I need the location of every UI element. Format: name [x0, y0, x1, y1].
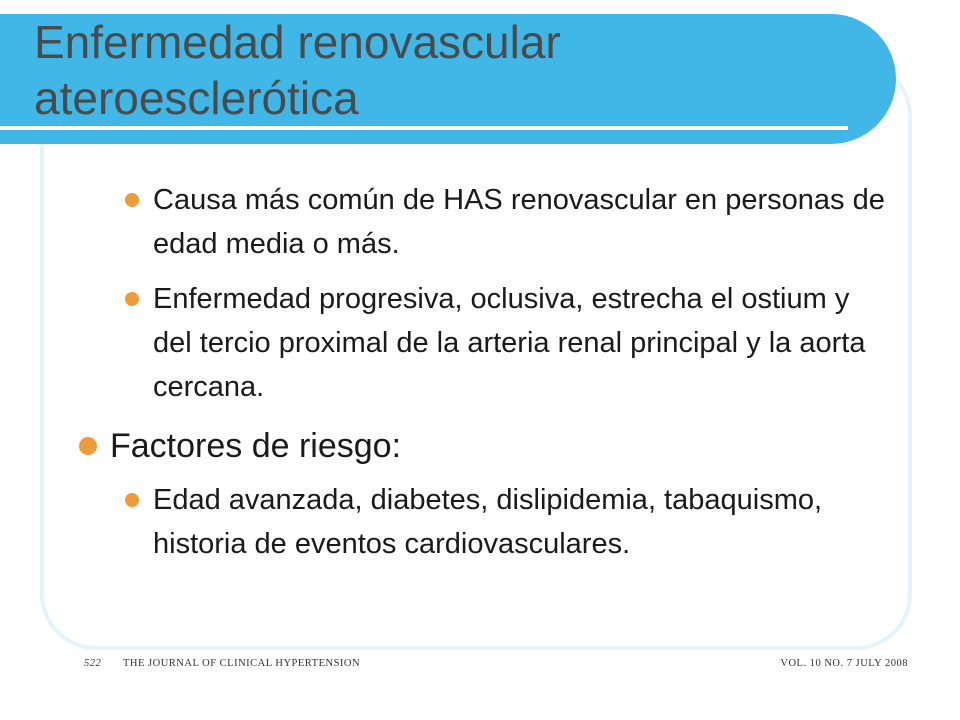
bullet-dot-icon — [125, 292, 139, 306]
bullet-item: Enfermedad progresiva, oclusiva, estrecha el ostium y del tercio proximal de la arteria renal principal y la aorta cercana. — [153, 283, 866, 403]
bullet-dot-icon — [79, 437, 97, 455]
footer-journal-name: THE JOURNAL OF CLINICAL HYPERTENSION — [123, 658, 361, 669]
footer-page-number: 522 — [84, 658, 102, 669]
footer-volume-info: VOL. 10 NO. 7 JULY 2008 — [780, 658, 908, 669]
bullet-heading: Factores de riesgo: — [110, 427, 402, 465]
bullet-item: Edad avanzada, diabetes, dislipidemia, tabaquismo, historia de eventos cardiovasculares. — [153, 484, 823, 560]
slide-title: Enfermedad renovascular ateroesclerótica — [34, 16, 561, 124]
bullet-item: Causa más común de HAS renovascular en personas de edad media o más. — [153, 184, 885, 260]
page-footer — [0, 658, 960, 680]
bullet-dot-icon — [125, 493, 139, 507]
bullet-dot-icon — [125, 193, 139, 207]
